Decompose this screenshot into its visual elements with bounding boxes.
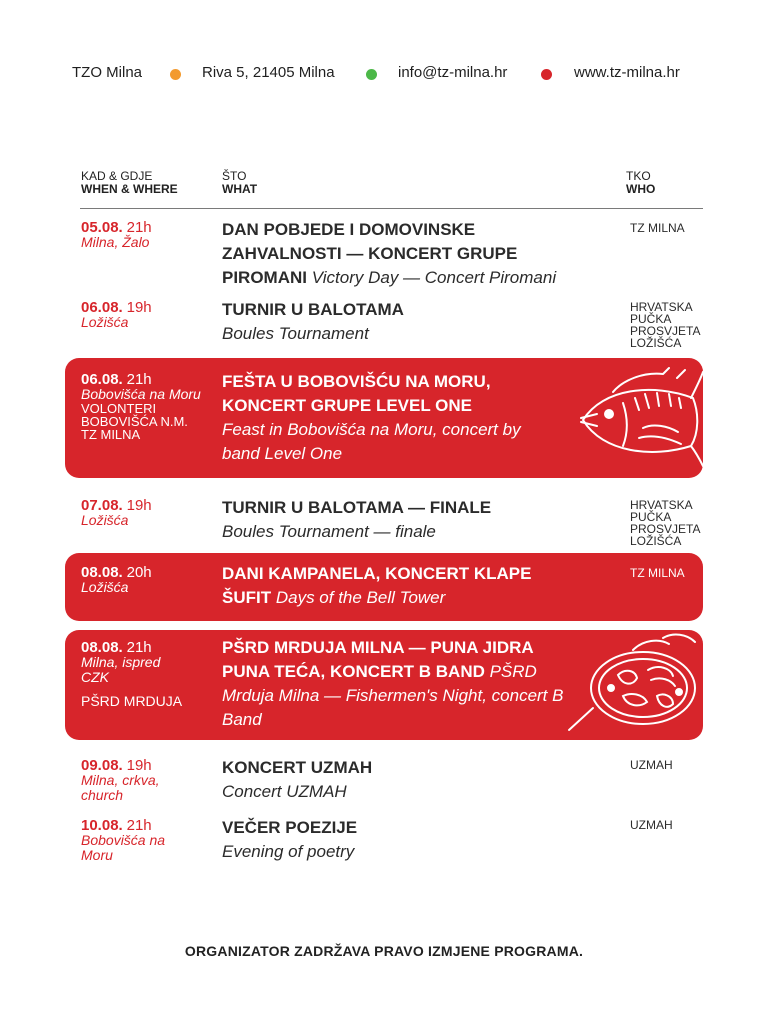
event-when (81, 758, 191, 803)
event-when (81, 818, 191, 863)
event-when (81, 300, 152, 330)
event-place: Ložišća (81, 512, 129, 528)
event-title-hr: FEŠTA U BOBOVIŠĆU NA MORU, KONCERT GRUPE LEVEL ONE (222, 372, 491, 415)
event-who: HRVATSKA PUČKA PROSVJETA LOŽIŠĆA (630, 300, 700, 350)
event-title-hr: PŠRD MRDUJA MILNA — PUNA JIDRA PUNA TEĆA, KONCERT B BAND (222, 638, 534, 681)
event-what (222, 496, 592, 544)
event-time: 21h (126, 639, 152, 656)
event-date: 09.08. (81, 757, 123, 774)
event-who: UZMAH (630, 818, 673, 832)
event-who: TZ MILNA (630, 566, 685, 580)
event-when (81, 220, 152, 250)
event-place: Milna, ispred CZK (81, 654, 161, 685)
event-row (0, 816, 768, 868)
fish-illustration (573, 358, 703, 478)
event-row (0, 756, 768, 808)
event-what (222, 218, 592, 290)
event-date: 05.08. (81, 219, 123, 236)
header-divider (80, 208, 703, 209)
event-time: 21h (126, 817, 152, 834)
column-headers (0, 170, 768, 210)
green-dot-icon (366, 69, 377, 80)
event-title-hr: DAN POBJEDE I DOMOVINSKE ZAHVALNOSTI — KONCERT GRUPE PIROMANI (222, 220, 518, 287)
event-who: TZ MILNA (630, 221, 685, 235)
col-what (222, 170, 257, 196)
event-date: 06.08. (81, 371, 123, 388)
event-row-highlight (65, 358, 703, 478)
event-title-hr: KONCERT UZMAH (222, 758, 373, 777)
event-row (0, 496, 768, 548)
event-title-hr: VEČER POEZIJE (222, 818, 358, 837)
event-what (222, 370, 522, 466)
event-org: PŠRD MRDUJA (81, 693, 183, 709)
event-date: 07.08. (81, 497, 123, 514)
event-place: Milna, crkva, church (81, 772, 160, 803)
event-what (222, 756, 592, 804)
event-title-en: Concert UZMAH (222, 782, 347, 801)
event-title-en: Days of the Bell Tower (275, 588, 446, 607)
event-what (222, 816, 592, 864)
event-when (81, 640, 191, 708)
event-row-highlight (65, 553, 703, 621)
event-row (0, 298, 768, 350)
event-title-en: Evening of poetry (222, 842, 355, 861)
event-place: Ložišća (81, 579, 129, 595)
event-title-en: Victory Day — Concert Piromani (311, 268, 557, 287)
event-who: HRVATSKA PUČKA PROSVJETA LOŽIŠĆA (630, 498, 700, 548)
event-title-en: PŠRD Mrduja Milna — Fishermen's Night, concert B Band (222, 662, 564, 729)
disclaimer-footer: ORGANIZATOR ZADRŽAVA PRAVO IZMJENE PROGRAMA. (184, 943, 584, 959)
event-time: 19h (126, 299, 152, 316)
col-what-en: WHAT (222, 182, 258, 196)
event-row-highlight (65, 630, 703, 740)
event-what (222, 298, 592, 346)
col-who-en: WHO (626, 182, 656, 196)
red-dot-icon (541, 69, 552, 80)
event-place: Ložišća (81, 314, 129, 330)
event-who: UZMAH (630, 758, 673, 772)
event-when (81, 372, 206, 441)
event-date: 06.08. (81, 299, 123, 316)
event-time: 21h (126, 371, 152, 388)
event-place: Milna, Žalo (81, 234, 150, 250)
event-title-hr: DANI KAMPANELA, KONCERT KLAPE ŠUFIT (222, 564, 532, 607)
email-link[interactable]: info@tz-milna.hr (398, 64, 508, 81)
event-time: 20h (126, 564, 152, 581)
col-who-hr: TKO (626, 169, 651, 183)
event-title-hr: TURNIR U BALOTAMA — FINALE (222, 498, 492, 517)
event-org: VOLONTERI BOBOVIŠĆA N.M. TZ MILNA (81, 401, 188, 442)
org-name: TZO Milna (72, 64, 143, 81)
address: Riva 5, 21405 Milna (202, 64, 335, 81)
event-time: 19h (126, 497, 152, 514)
event-row (0, 218, 768, 290)
event-time: 21h (126, 219, 152, 236)
event-what (222, 562, 582, 610)
event-date: 08.08. (81, 564, 123, 581)
col-what-hr: ŠTO (222, 169, 247, 183)
event-when (81, 498, 152, 528)
event-title-hr: TURNIR U BALOTAMA (222, 300, 404, 319)
orange-dot-icon (170, 69, 181, 80)
event-title-en: Boules Tournament (222, 324, 369, 343)
website-link[interactable]: www.tz-milna.hr (574, 64, 680, 81)
event-title-en: Boules Tournament — finale (222, 522, 436, 541)
contact-bar (0, 64, 768, 86)
event-date: 10.08. (81, 817, 123, 834)
event-what (222, 636, 572, 732)
col-when (81, 170, 178, 196)
event-title-en: Feast in Bobovišća na Moru, concert by band Level One (222, 420, 521, 463)
col-when-hr: KAD & GDJE (81, 169, 153, 183)
event-date: 08.08. (81, 639, 123, 656)
event-time: 19h (126, 757, 152, 774)
col-when-en: WHEN & WHERE (81, 182, 178, 196)
event-place: Bobovišća na Moru (81, 832, 166, 863)
col-who (626, 170, 655, 196)
seafood-pan-illustration (563, 630, 703, 740)
event-place: Bobovišća na Moru (81, 386, 201, 402)
event-when (81, 565, 152, 595)
